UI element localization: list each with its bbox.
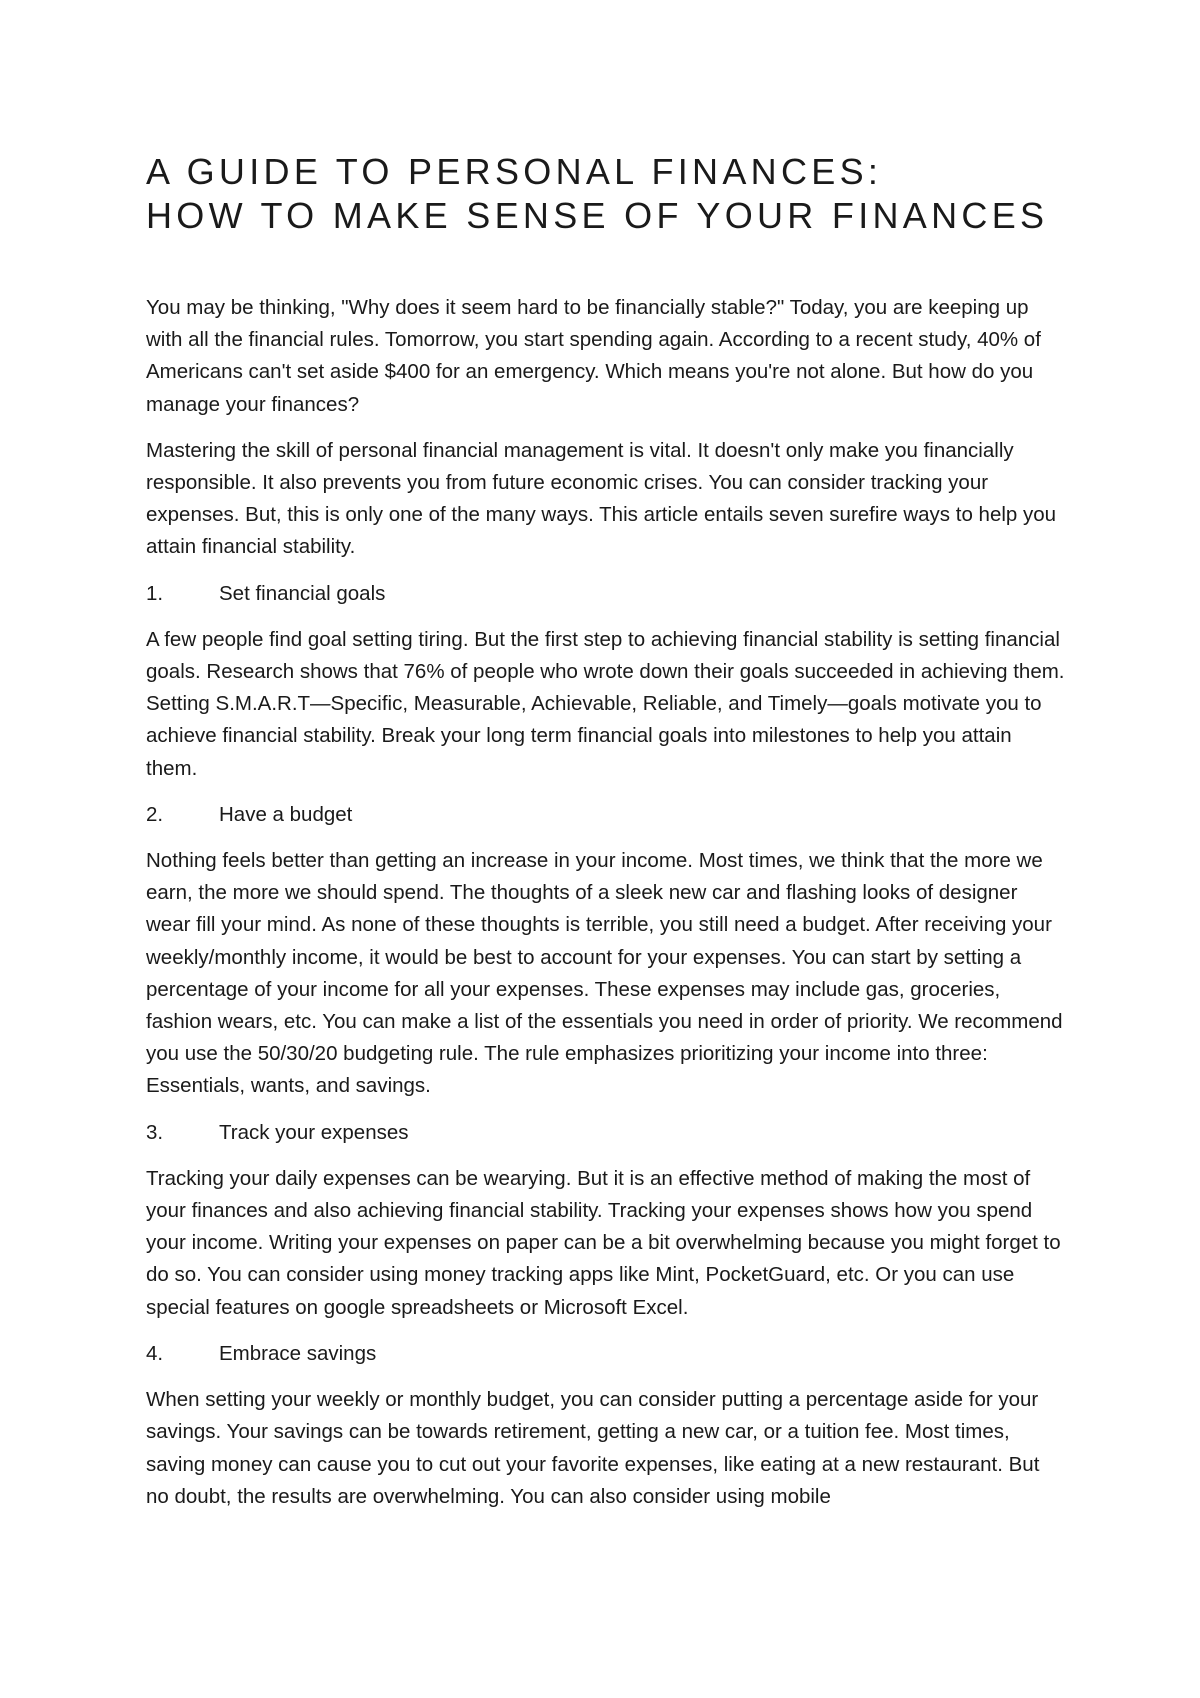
section-paragraph-2: Nothing feels better than getting an increase in your income. Most times, we think that the more we earn, the more we should spend. The thoughts of a sleek new car and flashing looks of designer wear fill your mind. As none of these thoughts is terrible, you still need a budget. After receiving your weekly/monthly income, it would be best to account for your expenses. You can start by setting a percentage of your income for all your expenses. These expenses may include gas, groceries, fashion wears, etc. You can make a list of the essentials you need in order of priority. We recommend you use the 50/30/20 budgeting rule. The rule emphasizes prioritizing your income into three: Essentials, wants, and savings. <box>146 849 1063 1098</box>
section-number: 2. <box>146 802 164 826</box>
section-heading-4 <box>146 1338 1066 1370</box>
section-number: 3. <box>146 1120 164 1144</box>
section-paragraph-4: When setting your weekly or monthly budget, you can consider putting a percentage aside for your savings. Your savings can be towards retirement, getting a new car, or a tuition fee. Most times, saving money can cause you to cut out your favorite expenses, like eating at a new restaurant. But no doubt, the results are overwhelming. You can also consider using mobile <box>146 1388 1040 1508</box>
title-line-2: HOW TO MAKE SENSE OF YOUR FINANCES <box>146 195 1049 236</box>
document-title <box>146 150 1066 238</box>
document-page <box>146 150 1066 1527</box>
section-paragraph-3: Tracking your daily expenses can be wearying. But it is an effective method of making the most of your finances and also achieving financial stability. Tracking your expenses shows how you spend your income. Writing your expenses on paper can be a bit overwhelming because you might forget to do so. You can consider using money tracking apps like Mint, PocketGuard, etc. Or you can use special features on google spreadsheets or Microsoft Excel. <box>146 1166 1061 1319</box>
section-paragraph-1: A few people find goal setting tiring. But the first step to achieving financial stability is setting financial goals. Research shows that 76% of people who wrote down their goals succeeded in achieving them. Setting S.M.A.R.T—Specific, Measurable, Achievable, Reliable, and Timely—goals motivate you to achieve financial stability. Break your long term financial goals into milestones to help you attain them. <box>146 627 1065 780</box>
section-title: Set financial goals <box>219 581 386 605</box>
section-title: Have a budget <box>219 802 353 826</box>
section-heading-2 <box>146 799 1066 831</box>
intro-paragraph-1: You may be thinking, "Why does it seem hard to be financially stable?" Today, you are keeping up with all the financial rules. Tomorrow, you start spending again. According to a recent study, 40% of Americans can't set aside $400 for an emergency. Which means you're not alone. But how do you manage your finances? <box>146 296 1041 416</box>
section-title: Track your expenses <box>219 1120 409 1144</box>
intro-paragraph-2: Mastering the skill of personal financial management is vital. It doesn't only make you financially responsible. It also prevents you from future economic crises. You can consider tracking your expenses. But, this is only one of the many ways. This article entails seven surefire ways to help you attain financial stability. <box>146 438 1057 559</box>
section-number: 1. <box>146 581 164 605</box>
section-number: 4. <box>146 1341 164 1365</box>
section-heading-3 <box>146 1117 1066 1149</box>
section-heading-1 <box>146 578 1066 610</box>
title-line-1: A GUIDE TO PERSONAL FINANCES: <box>146 151 883 192</box>
section-title: Embrace savings <box>219 1341 377 1365</box>
